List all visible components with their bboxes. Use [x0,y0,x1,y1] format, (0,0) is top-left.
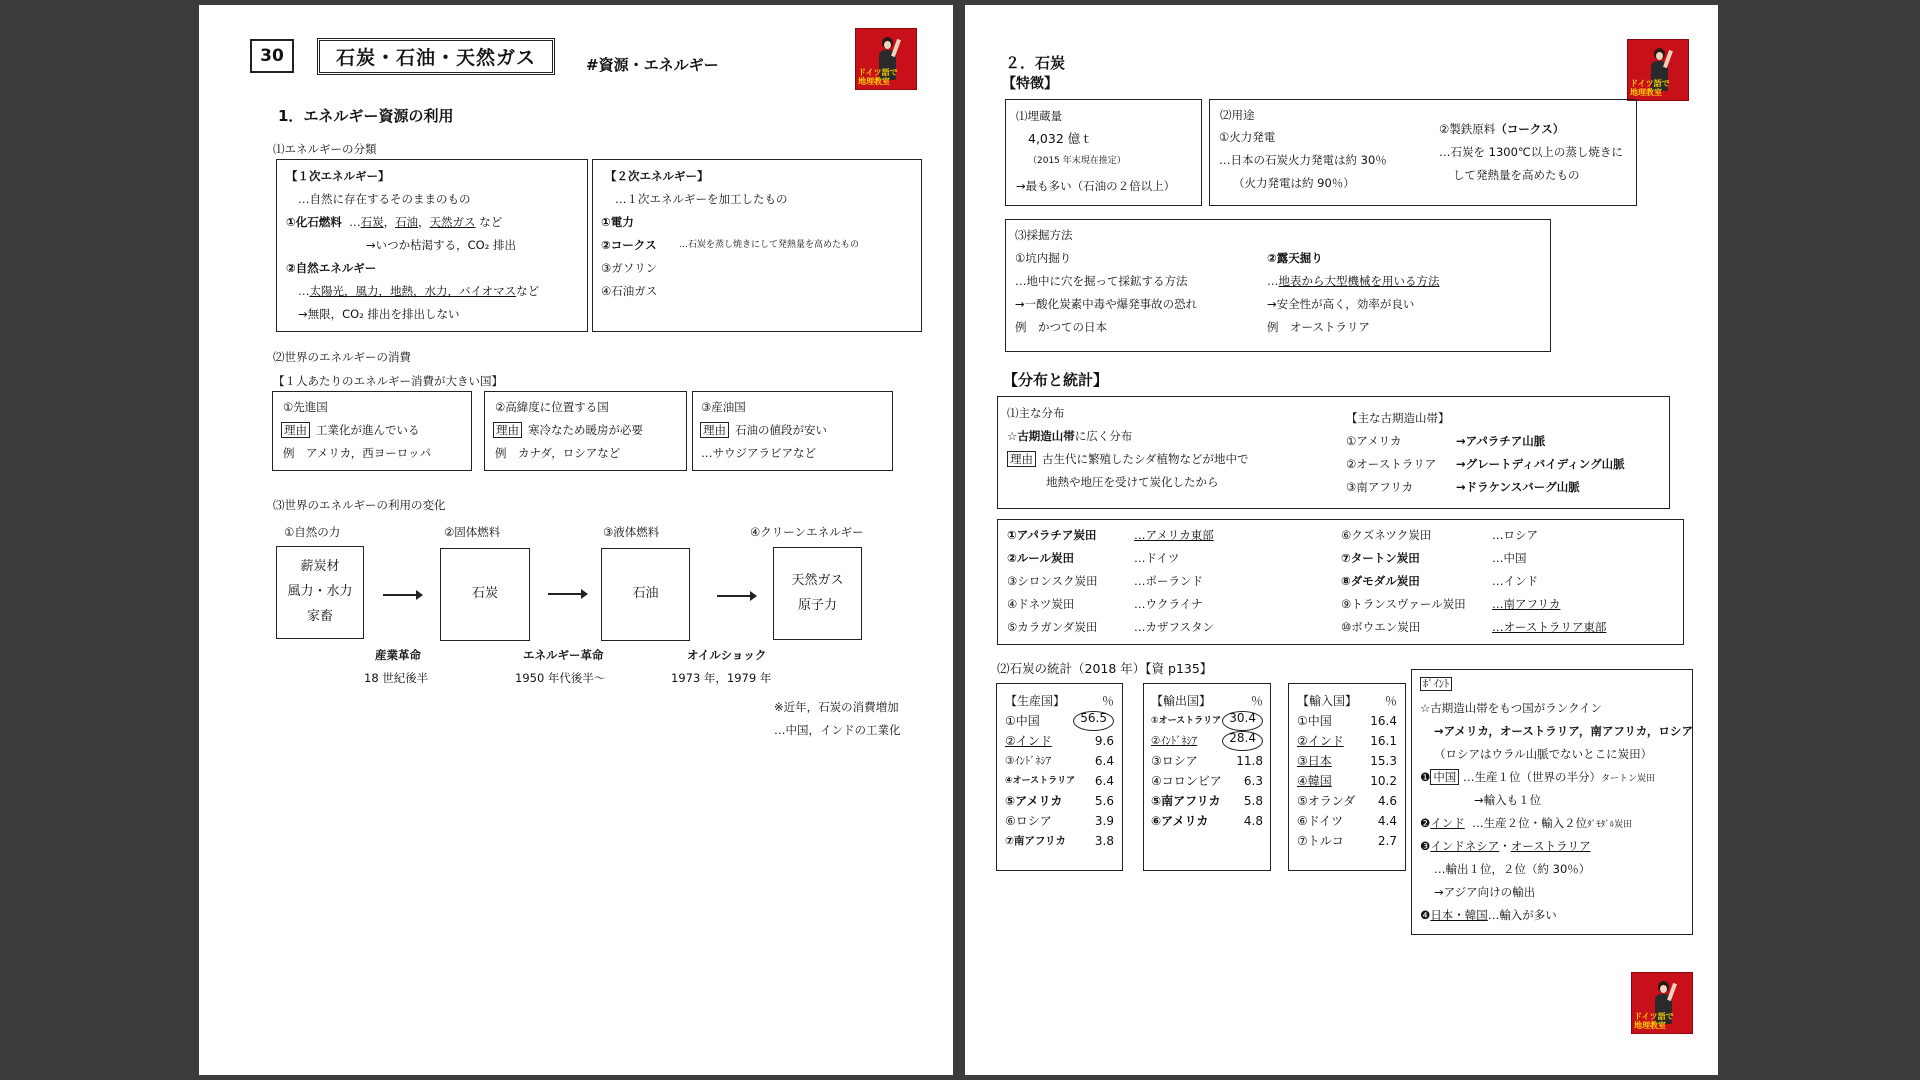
secondary-heading: 【２次エネルギー】 [605,169,709,183]
point-line: …生産２位・輸入２位 [1472,816,1588,830]
natural-list: 太陽光，風力，地熱，水力，バイオマス [309,284,517,298]
arrow-icon [548,593,586,595]
usage-heading: ⑵用途 [1220,108,1255,122]
stage-1-box [276,546,364,639]
primary-energy-box [276,159,588,332]
table-country: ③ｲﾝﾄﾞﾈｼｱ [1005,755,1052,767]
natural-note: →無限，CO₂ 排出を排出しない [298,307,460,321]
table-header: 【輸入国】 [1297,694,1358,708]
point-marker: ❶ [1420,770,1431,784]
reserves-heading: ⑴埋蔵量 [1016,109,1062,123]
table-value: 10.2 [1370,774,1397,788]
production-table [996,683,1123,871]
point-line: （ロシアはウラル山脈でないとこに炭田） [1434,747,1653,761]
table-country: ②インド [1005,734,1052,748]
oil-producer-example: …サウジアラビアなど [701,446,816,460]
export-table [1143,683,1271,871]
note-1: ※近年，石炭の消費増加 [774,700,899,714]
fossil-note: →いつか枯渇する，CO₂ 排出 [366,238,516,252]
point-line: →アメリカ，オーストラリア，南アフリカ，ロシア [1434,724,1693,738]
table-value: 16.4 [1370,714,1397,728]
coalfield-country: …南アフリカ [1492,597,1561,611]
table-country: ④コロンビア [1151,774,1222,788]
point-line: ☆古期造山帯をもつ国がランクイン [1420,701,1603,715]
stage-1-item: 家畜 [306,608,333,624]
nat-ellipsis: … [298,284,310,298]
mountain-country: ②オーストラリア [1346,457,1437,471]
reserves-comment: →最も多い（石油の２倍以上） [1016,179,1176,193]
thermal-power-note-2: （火力発電は約 90％） [1233,176,1355,190]
coalfield-name: ⑥クズネツク炭田 [1341,528,1432,542]
table-country: ①中国 [1005,714,1040,728]
table-value: 4.4 [1377,814,1397,828]
point-indonesia: インドネシア [1430,839,1500,853]
underground-example: 例 かつての日本 [1015,320,1107,334]
coalfield-name: ⑨トランスヴァール炭田 [1341,597,1466,611]
coalfield-country: …インド [1492,574,1538,588]
logo [855,28,917,90]
stage-1-item: 風力・水力 [287,584,353,600]
stage-4-heading: ④クリーンエネルギー [750,525,864,539]
coalfield-name: ①アパラチア炭田 [1007,528,1097,542]
point-separator: ・ [1499,839,1511,853]
distribution-box [997,396,1670,509]
logo-text-2: 地理教室 [1634,1020,1666,1030]
reason-tag: 理由 [493,422,522,438]
reason-line-1: 古生代に繁殖したシダ植物などが地中で [1042,452,1249,466]
coke: ②コークス [601,238,657,252]
reserves-box [1005,99,1202,206]
mountains-heading: 【主な古期造山帯】 [1346,411,1450,425]
table-country: ③日本 [1297,754,1332,768]
coalfield-country: …ウクライナ [1134,597,1203,611]
table-value: 30.4 [1222,711,1263,731]
coalfield-country: …カザフスタン [1134,620,1215,634]
coalfield-name: ④ドネツ炭田 [1007,597,1075,611]
coalfield-name: ⑩ボウエン炭田 [1341,620,1421,634]
coal: 石炭 [360,215,384,229]
event-industrial-revolution: 産業革命 [375,648,421,662]
reason-line-2: 地熱や地圧を受けて炭化したから [1046,475,1219,489]
table-value: 9.6 [1094,734,1114,748]
coalfield-country: …ドイツ [1134,551,1180,565]
coalfield-country: …アメリカ東部 [1134,528,1214,542]
coalfield-name: ⑦タートン炭田 [1341,551,1420,565]
q1-heading: ⑴エネルギーの分類 [273,142,377,156]
mining-heading: ⑶採掘方法 [1015,228,1073,242]
table-country: ④韓国 [1297,774,1332,788]
coke-note: …石炭を 1300℃以上の蒸し焼きに [1439,145,1623,159]
table-country: ⑤アメリカ [1005,794,1063,808]
oil: 石油 [395,215,419,229]
distribution-subheading: ⑴主な分布 [1007,406,1065,420]
coalfield-country: …ポーランド [1134,574,1203,588]
logo [1627,39,1689,101]
table-country: ①オーストラリア [1151,716,1222,726]
point-line: …輸入が多い [1487,908,1557,922]
table-value: 5.8 [1243,794,1263,808]
page-right [965,5,1718,1075]
mountain-name: →ドラケンスバーグ山脈 [1456,480,1580,494]
table-value: 4.6 [1377,794,1397,808]
table-value: 4.8 [1243,814,1263,828]
mountain-country: ③南アフリカ [1346,480,1414,494]
table-value: 16.1 [1370,734,1397,748]
table-country: ⑤南アフリカ [1151,794,1221,808]
coalfield-country: …ロシア [1492,528,1538,542]
open-pit-mining: ②露天掘り [1267,251,1323,265]
usage-box [1209,99,1637,206]
point-line: …生産１位（世界の半分） [1462,770,1601,784]
developed-example: 例 アメリカ，西ヨーロッパ [283,446,432,460]
thermal-power-note: …日本の石炭火力発電は約 30％ [1219,153,1387,167]
coke-label: （コークス） [1495,122,1565,136]
table-country: ⑦トルコ [1297,834,1344,848]
event-energy-revolution: エネルギー革命 [523,648,604,662]
table-value: 56.5 [1073,711,1114,731]
stage-1-heading: ①自然の力 [284,525,341,539]
section-2-heading: ２．石炭 [1005,54,1066,72]
table-value: 6.3 [1243,774,1263,788]
arrow-icon [717,595,755,597]
table-percent: ％ [1384,694,1397,708]
table-country: ②ｲﾝﾄﾞﾈｼｱ [1151,735,1198,747]
statistics-heading: ⑵石炭の統計（2018 年）【資 p135】 [997,661,1213,676]
primary-heading: 【１次エネルギー】 [286,169,390,183]
fossil-fuel: ①化石燃料 [286,215,342,229]
table-value: 28.4 [1222,731,1263,751]
coalfields-box [997,519,1684,645]
fossil-ellipsis: … [349,215,361,229]
point-india: インド [1430,816,1465,830]
reason-tag: 理由 [700,422,729,438]
point-note: ﾀﾞﾓﾀﾞﾙ炭田 [1587,820,1633,830]
mountain-country: ①アメリカ [1346,434,1402,448]
steel-material: ②製鉄原料 [1439,122,1496,136]
underground-mining: ①坑内掘り [1015,251,1072,265]
high-latitude-box [484,391,687,471]
high-latitude-example: 例 カナダ，ロシアなど [495,446,621,460]
stage-3-box [601,548,690,641]
table-percent: ％ [1250,694,1263,708]
nado: など [475,215,503,229]
reserves-value: 4,032 億ｔ [1028,131,1093,146]
section-1-heading: 1．エネルギー資源の利用 [278,107,454,125]
gas: 天然ガス [429,215,476,229]
developed-reason: 工業化が進んでいる [316,423,420,437]
table-value: 6.4 [1094,754,1114,768]
thermal-power: ①火力発電 [1219,130,1276,144]
logo-text-2: 地理教室 [858,76,890,86]
logo-text-1: ドイツ語で [1634,1012,1674,1022]
q2-subheading: 【１人あたりのエネルギー消費が大きい国】 [273,374,503,388]
old-orogenic-belt: 古期造山帯 [1017,429,1075,443]
coalfield-country: …オーストラリア東部 [1492,620,1607,634]
table-header: 【生産国】 [1005,694,1066,708]
mining-box [1005,219,1551,352]
page-left [199,5,953,1075]
secondary-energy-box [592,159,922,332]
underground-desc: …地中に穴を掘って採鉱する方法 [1015,274,1188,288]
open-pit-desc: 地表から大型機械を用いる方法 [1278,274,1440,288]
developed-heading: ①先進国 [283,400,328,414]
table-value: 6.4 [1094,774,1114,788]
gasoline: ③ガソリン [601,261,658,275]
oil-producer-reason: 石油の値段が安い [735,423,827,437]
coke-note-2: して発熱量を高めたもの [1453,168,1580,182]
event-date: 1950 年代後半〜 [515,671,606,685]
table-country: ⑤オランダ [1297,794,1356,808]
reason-tag: 理由 [1007,451,1036,467]
stage-3-item: 石油 [632,586,659,602]
event-oil-shock: オイルショック [687,648,767,662]
electricity: ①電力 [601,215,634,229]
oil-producer-heading: ③産油国 [701,400,746,414]
table-value: 11.8 [1236,754,1263,768]
stage-2-item: 石炭 [471,586,498,602]
hashtag: #資源・エネルギー [586,56,719,74]
coalfield-country: …中国 [1492,551,1527,565]
stage-1-item: 薪炭材 [300,559,340,575]
natural-energy: ②自然エネルギー [286,261,377,275]
event-date: 1973 年，1979 年 [671,671,772,685]
open-pit-example: 例 オーストラリア [1267,320,1370,334]
distribution-note: に広く分布 [1074,429,1133,443]
coalfield-name: ⑤カラガンダ炭田 [1007,620,1098,634]
comma-2: ， [418,215,430,229]
coalfield-name: ⑧ダモダル炭田 [1341,574,1420,588]
mountain-name: →アパラチア山脈 [1456,434,1546,448]
lesson-number: 30 [250,39,294,73]
high-latitude-reason: 寒冷なため暖房が必要 [528,423,643,437]
point-marker: ❹ [1420,908,1431,922]
q2-heading: ⑵世界のエネルギーの消費 [273,350,411,364]
reserves-note: （2015 年末現在推定） [1028,156,1126,166]
stage-4-item: 天然ガス [791,572,844,588]
point-marker: ❷ [1420,816,1431,830]
point-japan-korea: 日本・韓国 [1430,908,1488,922]
coalfield-name: ②ルール炭田 [1007,551,1075,565]
coke-desc: …石炭を蒸し焼きにして発熱量を高めたもの [679,240,860,250]
stage-2-box [440,548,530,641]
table-country: ④オーストラリア [1005,776,1076,786]
q3-heading: ⑶世界のエネルギーの利用の変化 [273,498,446,512]
table-country: ⑥ロシア [1005,814,1052,828]
table-value: 3.8 [1094,834,1114,848]
star-icon: ☆ [1007,429,1018,443]
logo-text-2: 地理教室 [1630,87,1662,97]
point-note: タートン炭田 [1600,774,1655,784]
import-table [1288,683,1406,871]
distribution-heading: 【分布と統計】 [1003,371,1109,389]
point-box [1411,669,1693,935]
oil-producer-box [692,391,893,471]
point-line: …輸出１位，２位（約 30％） [1434,862,1591,876]
open-pit-ellipsis: … [1267,274,1279,288]
stage-4-item: 原子力 [797,597,837,613]
table-value: 2.7 [1377,834,1397,848]
oil-gas: ④石油ガス [601,284,658,298]
event-date: 18 世紀後半 [364,671,429,685]
features-heading: 【特徴】 [1002,76,1058,92]
secondary-desc: …１次エネルギーを加工したもの [615,192,788,206]
table-value: 5.6 [1094,794,1114,808]
table-country: ⑥アメリカ [1151,814,1209,828]
primary-desc: …自然に存在するそのままのもの [298,192,471,206]
high-latitude-heading: ②高緯度に位置する国 [495,400,609,414]
table-country: ⑥ドイツ [1297,814,1344,828]
coalfield-name: ③シロンスク炭田 [1007,574,1098,588]
table-country: ②インド [1297,734,1344,748]
open-pit-merit: →安全性が高く，効率が良い [1267,297,1415,311]
arrow-icon [383,594,421,596]
point-marker: ❸ [1420,839,1431,853]
logo [1631,972,1693,1034]
table-value: 3.9 [1094,814,1114,828]
developed-box [272,391,472,471]
stage-2-heading: ②固体燃料 [444,525,501,539]
table-value: 15.3 [1370,754,1397,768]
logo-text-1: ドイツ語で [858,68,898,78]
logo-text-1: ドイツ語で [1630,79,1670,89]
table-country: ③ロシア [1151,754,1198,768]
mountain-name: →グレートディバイディング山脈 [1456,457,1625,471]
table-header: 【輸出国】 [1151,694,1212,708]
point-line: →アジア向けの輸出 [1434,885,1536,899]
underground-risk: →一酸化炭素中毒や爆発事故の恐れ [1015,297,1198,311]
comma-1: ， [383,215,396,229]
point-line: →輸入も１位 [1474,793,1542,807]
point-tag: ﾎﾟｲﾝﾄ [1420,677,1452,691]
stage-4-box [773,547,862,640]
point-australia: オーストラリア [1510,839,1591,853]
table-country: ⑦南アフリカ [1005,835,1066,847]
stage-3-heading: ③液体燃料 [603,525,660,539]
note-2: …中国，インドの工業化 [774,723,901,737]
nat-nado: など [516,284,540,298]
page-title: 石炭・石油・天然ガス [317,38,555,75]
table-country: ①中国 [1297,714,1332,728]
table-percent: ％ [1101,694,1114,708]
reason-tag: 理由 [281,422,310,438]
point-china: 中国 [1430,769,1459,785]
